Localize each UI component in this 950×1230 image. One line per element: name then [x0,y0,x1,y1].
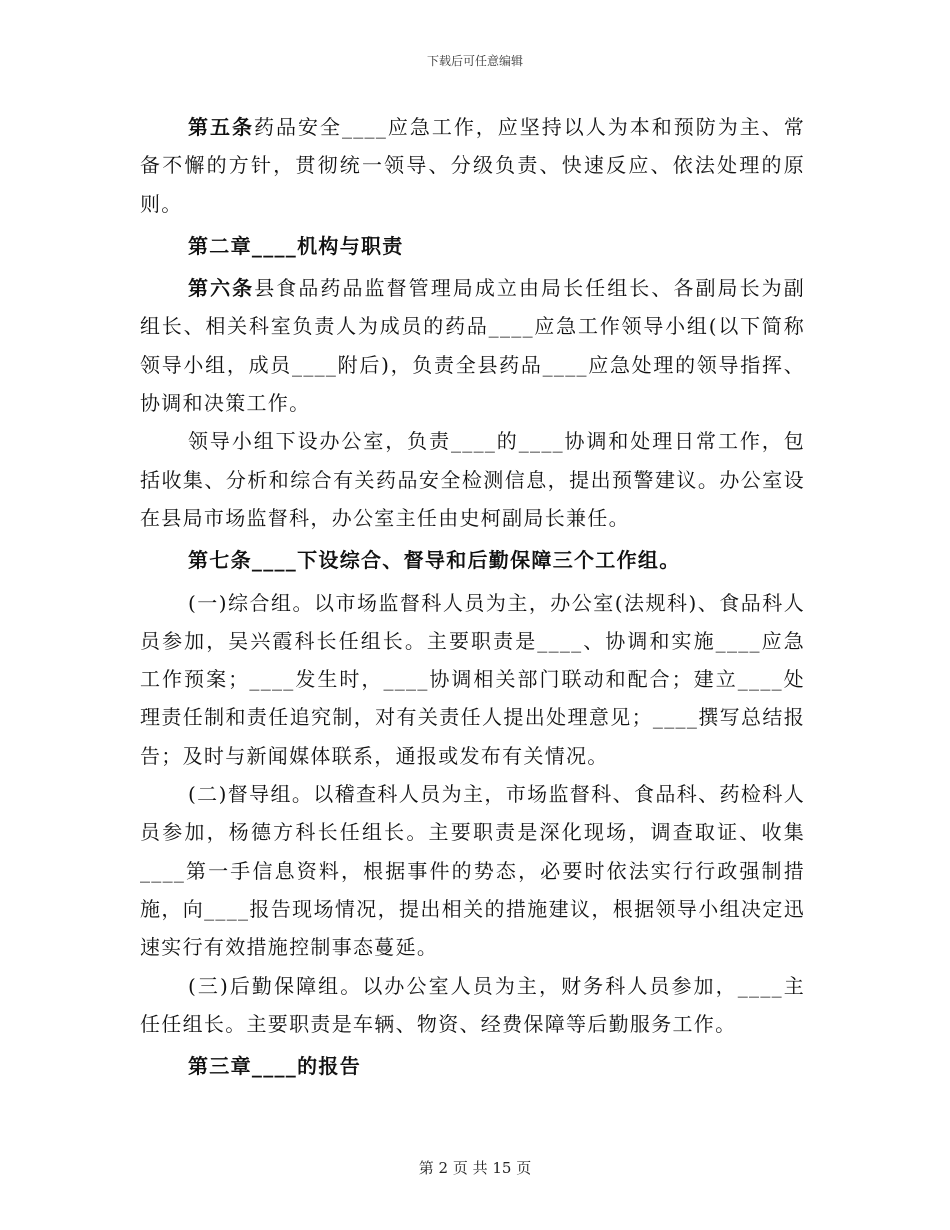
general-group-paragraph: (一)综合组。以市场监督科人员为主，办公室(法规科)、食品科人员参加，吴兴霞科长任组长。主要职责是____、协调和实施____应急工作预案；____发生时，____协调相关部门联动和配合；建立____处理责任制和责任追究制，对有关责任人提出处理意见；____撰写总结报告；及时与新闻媒体联系，通报或发布有关情况。 [140,590,805,768]
article-6 [140,269,805,422]
article-label: 第六条 [188,276,255,301]
article-7-heading: 第七条____下设综合、督导和后勤保障三个工作组。 [188,548,681,573]
logistics-group-paragraph: (三)后勤保障组。以办公室人员为主，财务科人员参加，____主任任组长。主要职责是车辆、物资、经费保障等后勤服务工作。 [140,973,805,1036]
document-body [140,108,805,1089]
chapter-2-heading: 第二章____机构与职责 [188,233,404,258]
supervision-group-paragraph: (二)督导组。以稽查科人员为主，市场监督科、食品科、药检科人员参加，杨德方科长任组长。主要职责是深化现场，调查取证、收集____第一手信息资料，根据事件的势态，必要时依法实行行政强制措施，向____报告现场情况，提出相关的措施建议，根据领导小组决定迅速实行有效措施控制事态蔓延。 [140,782,805,960]
chapter-3-heading: 第三章____的报告 [188,1054,361,1079]
article-label: 第五条 [188,115,254,139]
article-text: 县食品药品监督管理局成立由局长任组长、各副局长为副组长、相关科室负责人为成员的药品____应急工作领导小组(以下简称领导小组，成员____附后)，负责全县药品____应急处理的领导指挥、协调和决策工作。 [140,276,806,416]
office-paragraph: 领导小组下设办公室，负责____的____协调和处理日常工作，包括收集、分析和综合有关药品安全检测信息，提出预警建议。办公室设在县局市场监督科，办公室主任由史柯副局长兼任。 [140,429,805,530]
article-5 [140,108,805,223]
page-header: 下载后可任意编辑 [426,54,523,68]
article-text: 药品安全____应急工作，应坚持以人为本和预防为主、常备不懈的方针，贯彻统一领导、分级负责、快速反应、依法处理的原则。 [140,115,805,216]
page-number: 第 2 页 共 15 页 [418,1159,532,1177]
